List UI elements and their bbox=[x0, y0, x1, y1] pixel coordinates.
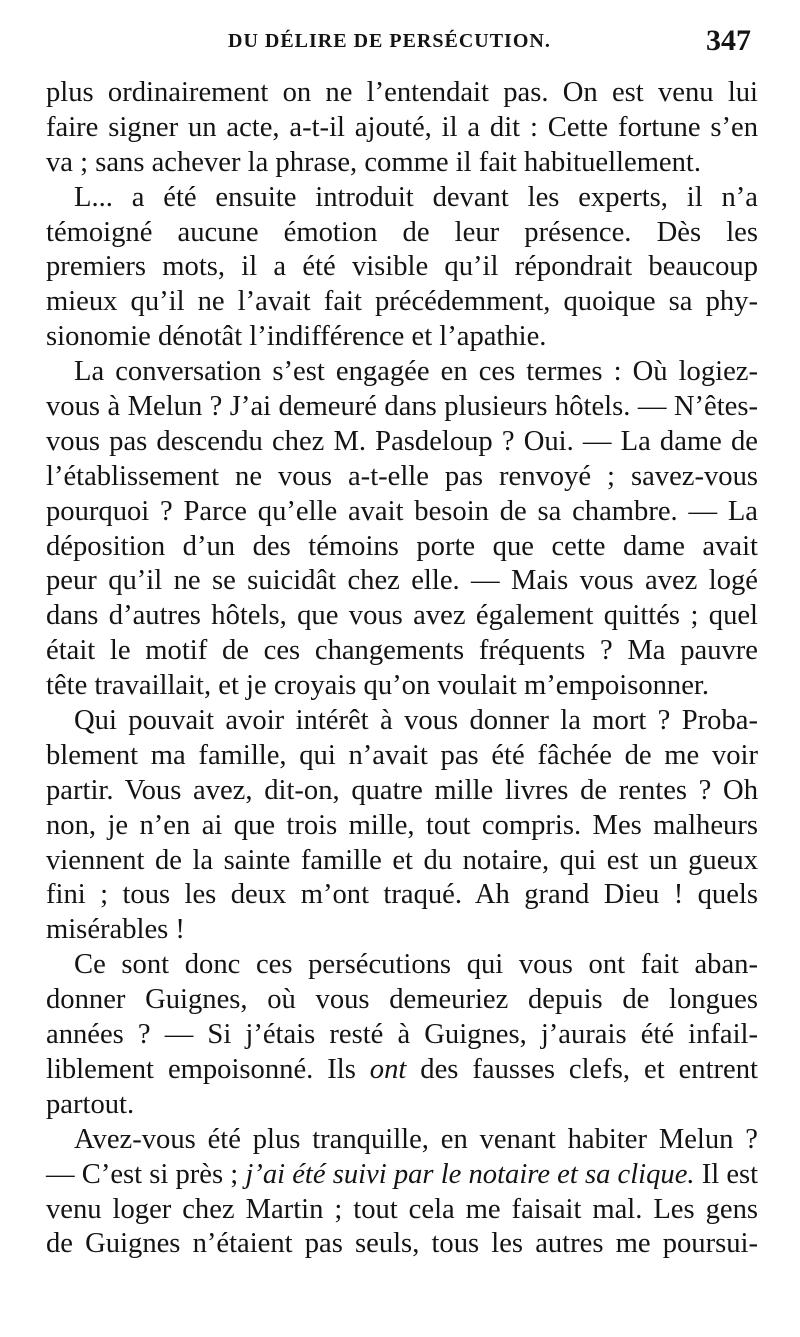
text-line: va ; sans achever la phrase, comme il fait habituellement. bbox=[46, 146, 702, 178]
italic-emphasis: j’ai été suivi par le notaire et sa clique. bbox=[245, 1158, 695, 1190]
text-line: Qui pouvait avoir intérêt à vous donner la mort ? Proba- bbox=[74, 705, 758, 737]
text-line: années ? — Si j’étais resté à Guignes, j’aurais été infail- bbox=[46, 1019, 758, 1051]
text-line: vous à Melun ? J’ai demeuré dans plusieurs hôtels. — N’êtes- bbox=[46, 391, 758, 423]
running-head: DU DÉLIRE DE PERSÉCUTION. bbox=[228, 30, 551, 52]
text-line: peur qu’il ne se suicidât chez elle. — Mais vous avez logé bbox=[46, 565, 758, 597]
body-text bbox=[46, 76, 758, 1262]
text-line: témoigné aucune émotion de leur présence. Dès les bbox=[46, 216, 758, 248]
text-line: Avez-vous été plus tranquille, en venant habiter Melun ? bbox=[74, 1123, 758, 1155]
text-line: l’établissement ne vous a-t-elle pas renvoyé ; savez-vous bbox=[46, 460, 758, 492]
text-line: mieux qu’il ne l’avait fait précédemment, quoique sa phy- bbox=[46, 286, 758, 318]
text-line: faire signer un acte, a-t-il ajouté, il a dit : Cette fortune s’en bbox=[46, 111, 758, 143]
text-line: liblement empoisonné. Ils ont des fausses clefs, et entrent bbox=[46, 1053, 758, 1085]
text-line: partout. bbox=[46, 1088, 135, 1120]
text-line: vous pas descendu chez M. Pasdeloup ? Oui. — La dame de bbox=[46, 425, 758, 457]
text-line: tête travaillait, et je croyais qu’on voulait m’empoisonner. bbox=[46, 670, 710, 702]
text-line: était le motif de ces changements fréquents ? Ma pauvre bbox=[46, 635, 758, 667]
text-line: viennent de la sainte famille et du notaire, qui est un gueux bbox=[46, 844, 758, 876]
text-line: partir. Vous avez, dit-on, quatre mille livres de rentes ? Oh bbox=[46, 774, 758, 806]
text-line: non, je n’en ai que trois mille, tout compris. Mes malheurs bbox=[46, 809, 758, 841]
text-line: L... a été ensuite introduit devant les experts, il n’a bbox=[74, 181, 758, 213]
text-line: fini ; tous les deux m’ont traqué. Ah grand Dieu ! quels bbox=[46, 879, 758, 911]
text-line: blement ma famille, qui n’avait pas été fâchée de me voir bbox=[46, 739, 758, 771]
text-line: plus ordinairement on ne l’entendait pas. On est venu lui bbox=[46, 77, 758, 108]
text-line: donner Guignes, où vous demeuriez depuis de longues bbox=[46, 984, 758, 1016]
text-line: misérables ! bbox=[46, 914, 185, 946]
text-line: Ce sont donc ces persécutions qui vous ont fait aban- bbox=[74, 949, 758, 981]
text-line: La conversation s’est engagée en ces termes : Où logiez- bbox=[74, 356, 758, 388]
text-line: sionomie dénotât l’indifférence et l’apathie. bbox=[46, 321, 547, 353]
text-line: dans d’autres hôtels, que vous avez également quittés ; quel bbox=[46, 600, 758, 632]
italic-emphasis: ont bbox=[369, 1053, 407, 1085]
text-line: pourquoi ? Parce qu’elle avait besoin de sa chambre. — La bbox=[46, 495, 758, 527]
text-line: déposition d’un des témoins porte que cette dame avait bbox=[46, 530, 758, 562]
text-line: premiers mots, il a été visible qu’il répondrait beaucoup bbox=[46, 251, 758, 283]
text-line: de Guignes n’étaient pas seuls, tous les autres me poursui- bbox=[46, 1228, 758, 1260]
text-line: venu loger chez Martin ; tout cela me faisait mal. Les gens bbox=[46, 1193, 758, 1225]
text-line: — C’est si près ; j’ai été suivi par le notaire et sa clique. Il est bbox=[46, 1158, 759, 1190]
page-number: 347 bbox=[706, 24, 751, 57]
